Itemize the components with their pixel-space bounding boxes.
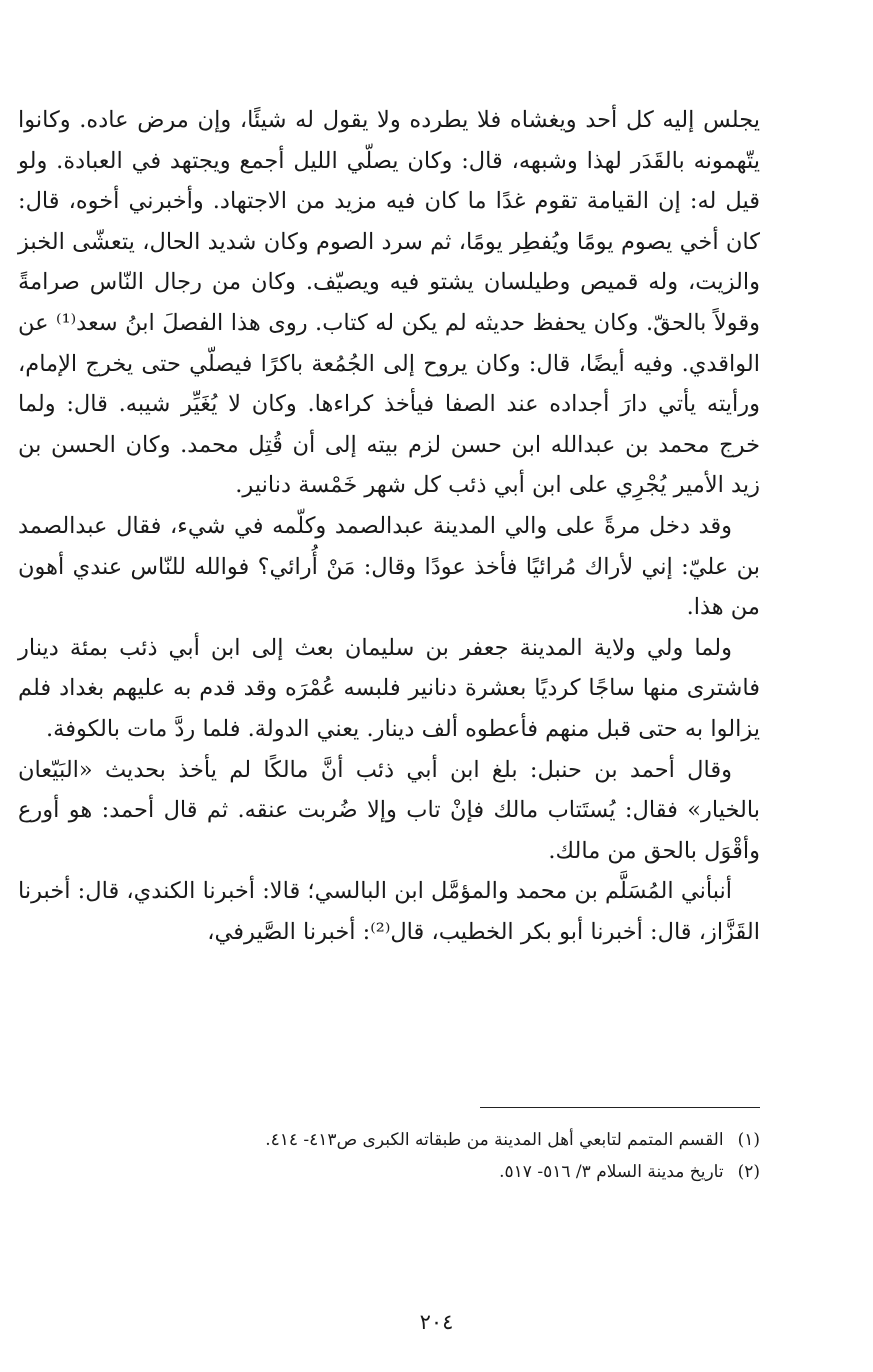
footnote-1 bbox=[150, 1124, 760, 1156]
paragraph-3: ولما ولي ولاية المدينة جعفر بن سليمان بعث إلى ابن أبي ذئب بمئة دينار فاشترى منها ساجًا كرديًا بعشرة دنانير فلبسه عُمْرَه وقد قدم به عليهم بغداد فلم يزالوا به حتى قبل منهم فأعطوه ألف دينار. يعني الدولة. فلما ردَّ مات بالكوفة. bbox=[18, 634, 760, 742]
body-text bbox=[18, 100, 760, 952]
page-number: ٢٠٤ bbox=[419, 1310, 454, 1334]
footnote-text: تاريخ مدينة السلام ٣/ ٥١٦- ٥١٧. bbox=[499, 1162, 724, 1182]
footnote-text: القسم المتمم لتابعي أهل المدينة من طبقاته الكبرى ص٤١٣- ٤١٤. bbox=[265, 1130, 724, 1150]
paragraph-4: وقال أحمد بن حنبل: بلغ ابن أبي ذئب أنَّ مالكًا لم يأخذ بحديث «البَيّعان بالخيار» فقال: يُستَتاب مالك فإنْ تاب وإلا ضُربت عنقه. ثم قال أحمد: هو أورع وأقْوَل بالحق من مالك. bbox=[18, 756, 760, 864]
paragraph-5: أنبأني المُسَلَّم بن محمد والمؤمَّل ابن البالسي؛ قالا: أخبرنا الكندي، قال: أخبرنا القَزَّاز، قال: أخبرنا أبو بكر الخطيب، قال⁽²⁾: أخبرنا الصَّيرفي، bbox=[18, 878, 760, 945]
paragraph-2: وقد دخل مرةً على والي المدينة عبدالصمد وكلّمه في شيء، فقال عبدالصمد بن عليّ: إني لأراك مُرائيًا فأخذ عودًا وقال: مَنْ أُرائي؟ فوالله للنّاس عندي أهون من هذا. bbox=[18, 512, 760, 621]
footnote-number: (١) bbox=[737, 1130, 760, 1150]
footnote-2 bbox=[150, 1156, 760, 1188]
footnotes bbox=[150, 1124, 760, 1188]
main-text-block bbox=[18, 100, 760, 952]
paragraph-1: يجلس إليه كل أحد ويغشاه فلا يطرده ولا يقول له شيئًا، وإن مرض عاده. وكانوا يتّهمونه بالقَدَر لهذا وشبهه، قال: وكان يصلّي الليل أجمع ويجتهد في العبادة. ولو قيل له: إن القيامة تقوم غدًا ما كان فيه مزيد من الاجتهاد. وأخبرني أخوه، قال: كان أخي يصوم يومًا ويُفطِر يومًا، ثم سرد الصوم وكان شديد الحال، يتعشّى الخبز والزيت، وله قميص وطيلسان يشتو فيه ويصيّف. وكان من رجال النّاس صرامةً وقولاً بالحقّ. وكان يحفظ حديثه لم يكن له كتاب. روى هذا الفصلَ ابنُ سعد⁽¹⁾ عن الواقدي. وفيه أيضًا، قال: وكان يروح إلى الجُمُعة باكرًا فيصلّي حتى يخرج الإمام، ورأيته يأتي دارَ أجداده عند الصفا فيأخذ كراءها. وكان لا يُغَيِّر شيبه. قال: ولما خرج محمد بن عبدالله ابن حسن لزم بيته إلى أن قُتِل محمد. وكان الحسن بن زيد الأمير يُجْرِي على ابن أبي ذئب كل شهر خَمْسة دنانير. bbox=[18, 107, 761, 499]
footnote-separator bbox=[480, 1107, 760, 1108]
footnote-number: (٢) bbox=[737, 1162, 760, 1182]
